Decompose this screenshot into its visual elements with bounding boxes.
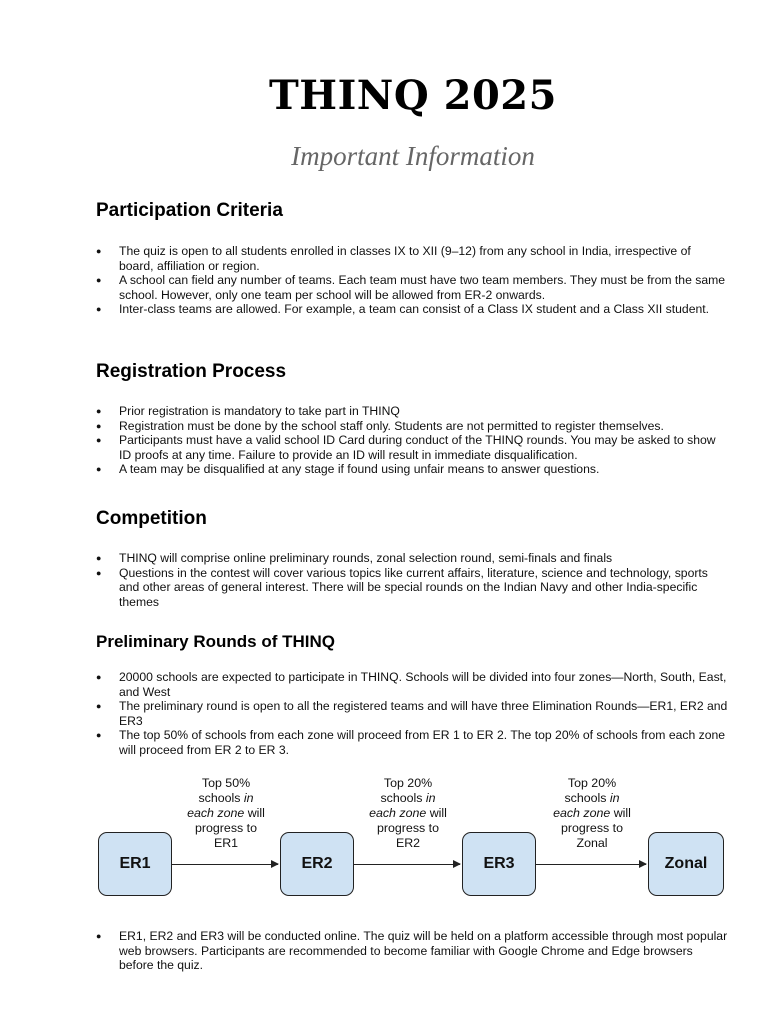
caption-line: Top 20%: [567, 776, 617, 790]
flow-caption-3: [537, 776, 647, 851]
heading-competition: Competition: [96, 508, 207, 529]
preliminary-final-list: [96, 929, 728, 973]
caption-text: each zone: [369, 806, 427, 820]
list-item: ● Questions in the contest will cover various topics like current affairs, literature, science and technology, sports and other areas of general interest. There will be special rounds on the Indian Navy and other India-specific themes: [96, 566, 728, 610]
list-item: ● A team may be disqualified at any stage if found using unfair means to answer questions.: [96, 462, 728, 477]
caption-text: each zone: [553, 806, 611, 820]
caption-text: schools: [564, 791, 610, 805]
list-item: ● 20000 schools are expected to participate in THINQ. Schools will be divided into four zones—North, South, East, and West: [96, 670, 728, 699]
caption-text: in: [243, 791, 254, 805]
caption-line: progress to: [195, 821, 257, 835]
flow-node-zonal: Zonal: [648, 832, 724, 896]
competition-list: [96, 551, 728, 609]
caption-line: Zonal: [576, 836, 608, 850]
heading-preliminary-rounds: Preliminary Rounds of THINQ: [96, 632, 335, 651]
elimination-flow-diagram: [96, 770, 728, 910]
caption-text: in: [425, 791, 436, 805]
caption-text: schools: [380, 791, 426, 805]
flow-arrow: [354, 864, 460, 865]
caption-line: ER1: [213, 836, 239, 850]
heading-registration-process: Registration Process: [96, 361, 287, 382]
caption-text: in: [609, 791, 620, 805]
heading-participation-criteria: Participation Criteria: [96, 200, 283, 221]
list-item: ● Participants must have a valid school ID Card during conduct of the THINQ rounds. You may be asked to show ID proofs at any time. Failure to provide an ID will result in immediate disqualification.: [96, 433, 728, 462]
flow-arrow: [172, 864, 278, 865]
caption-text: will: [610, 806, 631, 820]
caption-text: each zone: [187, 806, 245, 820]
caption-line: progress to: [561, 821, 623, 835]
caption-line: [537, 791, 647, 806]
flow-node-er2: ER2: [280, 832, 354, 896]
flow-node-er1: ER1: [98, 832, 172, 896]
registration-list: [96, 404, 728, 477]
list-item: ● Prior registration is mandatory to take part in THINQ: [96, 404, 728, 419]
list-item: ● Inter-class teams are allowed. For example, a team can consist of a Class IX student and a Class XII student.: [96, 302, 728, 317]
flow-arrow: [536, 864, 646, 865]
caption-line: [171, 791, 281, 806]
list-item: ● ER1, ER2 and ER3 will be conducted online. The quiz will be held on a platform accessible through most popular web browsers. Participants are recommended to become familiar with Google Chrome and Edge browsers before the quiz.: [96, 929, 728, 973]
flow-caption-2: [353, 776, 463, 851]
caption-text: schools: [198, 791, 244, 805]
caption-line: [537, 806, 647, 821]
caption-line: ER2: [395, 836, 421, 850]
caption-line: progress to: [377, 821, 439, 835]
list-item: ● THINQ will comprise online preliminary rounds, zonal selection round, semi-finals and finals: [96, 551, 728, 566]
flow-caption-1: [171, 776, 281, 851]
caption-text: will: [426, 806, 447, 820]
participation-list: [96, 244, 728, 317]
list-item: ● The quiz is open to all students enrolled in classes IX to XII (9–12) from any school in India, irrespective of board, affiliation or region.: [96, 244, 728, 273]
preliminary-list: [96, 670, 728, 758]
caption-line: [171, 806, 281, 821]
caption-line: Top 20%: [383, 776, 433, 790]
list-item: ● The preliminary round is open to all the registered teams and will have three Elimination Rounds—ER1, ER2 and ER3: [96, 699, 728, 728]
list-item: ● A school can field any number of teams. Each team must have two team members. They must be from the same school. However, only one team per school will be allowed from ER-2 onwards.: [96, 273, 728, 302]
list-item: ● Registration must be done by the school staff only. Students are not permitted to register themselves.: [96, 419, 728, 434]
document-subtitle: Important Information: [291, 141, 535, 171]
caption-line: [353, 791, 463, 806]
flow-node-er3: ER3: [462, 832, 536, 896]
caption-line: Top 50%: [201, 776, 251, 790]
document-title: THINQ 2025: [269, 72, 557, 119]
list-item: ● The top 50% of schools from each zone will proceed from ER 1 to ER 2. The top 20% of schools from each zone will proceed from ER 2 to ER 3.: [96, 728, 728, 757]
caption-line: [353, 806, 463, 821]
caption-text: will: [244, 806, 265, 820]
